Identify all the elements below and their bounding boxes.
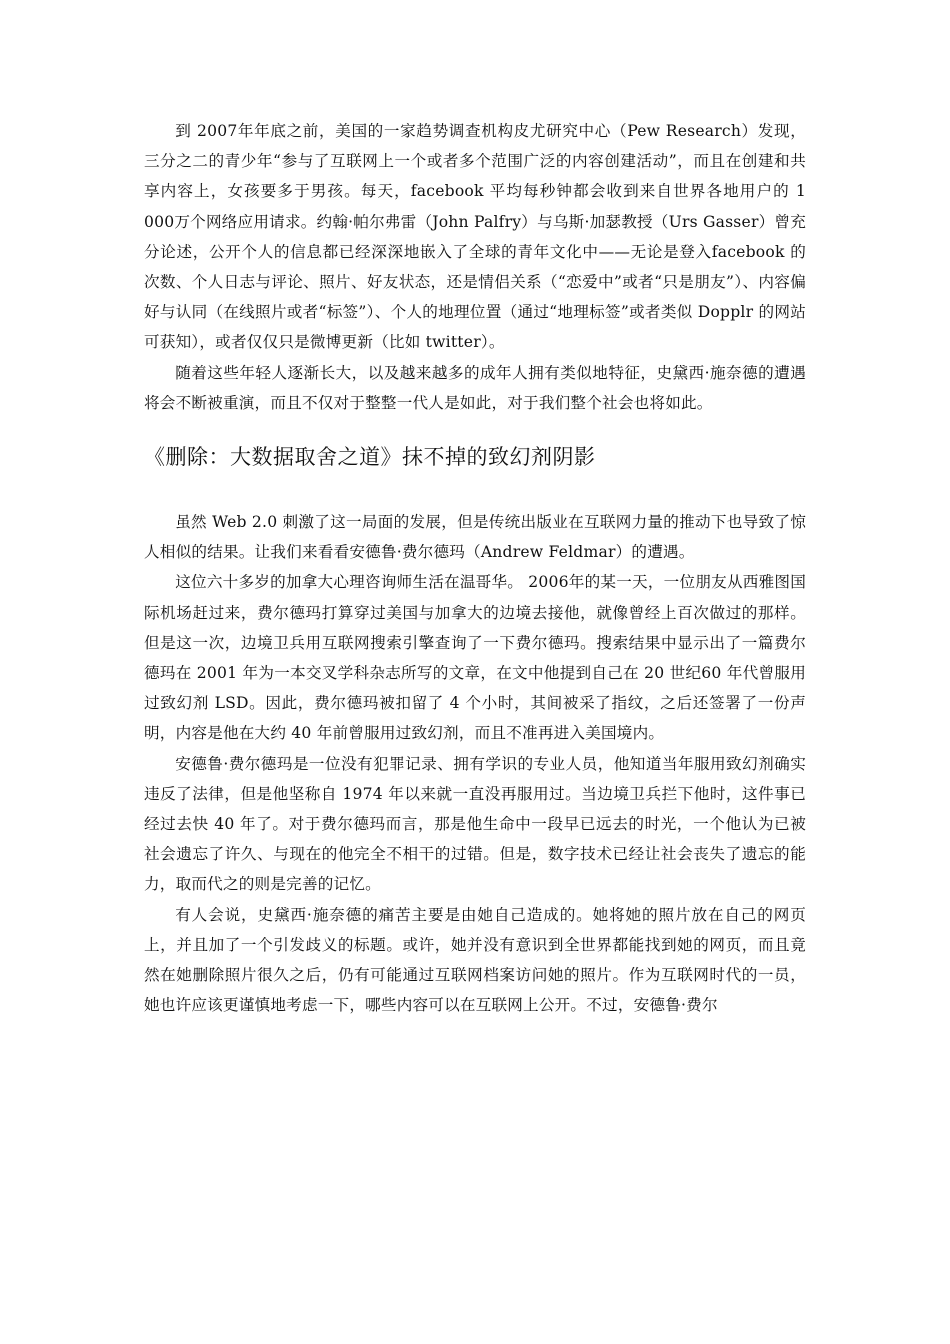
paragraph-web2: 虽然 Web 2.0 刺激了这一局面的发展，但是传统出版业在互联网力量的推动下也导致了惊人相似的结果。让我们来看看安德鲁·费尔德玛（Andrew Feldmar）的遭遇。: [144, 513, 806, 562]
paragraph-stacy-snyder: 有人会说，史黛西·施奈德的痛苦主要是由她自己造成的。她将她的照片放在自己的网页上，并且加了一个引发歧义的标题。或许，她并没有意识到全世界都能找到她的网页，而且竟然在她删除照片很久之后，仍有可能通过互联网档案访问她的照片。作为互联网时代的一员，她也许应该更谨慎地考虑一下，哪些内容可以在互联网上公开。不过，安德鲁·费尔: [144, 905, 806, 1015]
paragraph-border-story: 这位六十多岁的加拿大心理咨询师生活在温哥华。 2006年的某一天，一位朋友从西雅图国际机场赶过来，费尔德玛打算穿过美国与加拿大的边境去接他，就像曾经上百次做过的那样。但是这一次，边境卫兵用互联网搜索引擎查询了一下费尔德玛。搜索结果中显示出了一篇费尔德玛在 2001 年为一本交叉学科杂志所写的文章，在文中他提到自己在 20 世纪60 年代曾服用过致幻剂 LSD。因此，费尔德玛被扣留了 4 个小时，其间被采了指纹，之后还签署了一份声明，内容是他在大约 40 年前曾服用过致幻剂，而且不准再进入美国境内。: [144, 573, 806, 743]
paragraph-pew-research: 到 2007年年底之前，美国的一家趋势调查机构皮尤研究中心（Pew Research）发现，三分之二的青少年“参与了互联网上一个或者多个范围广泛的内容创建活动”，而且在创建和共享内容上，女孩要多于男孩。每天，facebook 平均每秒钟都会收到来自世界各地用户的 1 000万个网络应用请求。约翰·帕尔弗雷（John Palfry）与乌斯·加瑟教授（Urs Gasser）曾充分论述，公开个人的信息都已经深深地嵌入了全球的青年文化中——无论是登入facebook 的次数、个人日志与评论、照片、好友状态，还是情侣关系（“恋爱中”或者“只是朋友”）、内容偏好与认同（在线照片或者“标签”）、个人的地理位置（通过“地理标签”或者类似 Dopplr 的网站可获知），或者仅仅只是微博更新（比如 twitter）。: [144, 122, 806, 352]
paragraph-feldmar-record: 安德鲁·费尔德玛是一位没有犯罪记录、拥有学识的专业人员，他知道当年服用致幻剂确实违反了法律，但是他坚称自 1974 年以来就一直没再服用过。当边境卫兵拦下他时，这件事已经过去快 40 年了。对于费尔德玛而言，那是他生命中一段早已远去的时光，一个他认为已被社会遗忘了许久、与现在的他完全不相干的过错。但是，数字技术已经让社会丧失了遗忘的能力，取而代之的则是完善的记忆。: [144, 754, 806, 894]
document-page: [144, 116, 806, 1020]
paragraph-young-people: 随着这些年轻人逐渐长大，以及越来越多的成年人拥有类似地特征，史黛西·施奈德的遭遇将会不断被重演，而且不仅对于整整一代人是如此，对于我们整个社会也将如此。: [144, 363, 806, 412]
section-heading: 《删除：大数据取舍之道》抹不掉的致幻剂阴影: [144, 445, 596, 470]
